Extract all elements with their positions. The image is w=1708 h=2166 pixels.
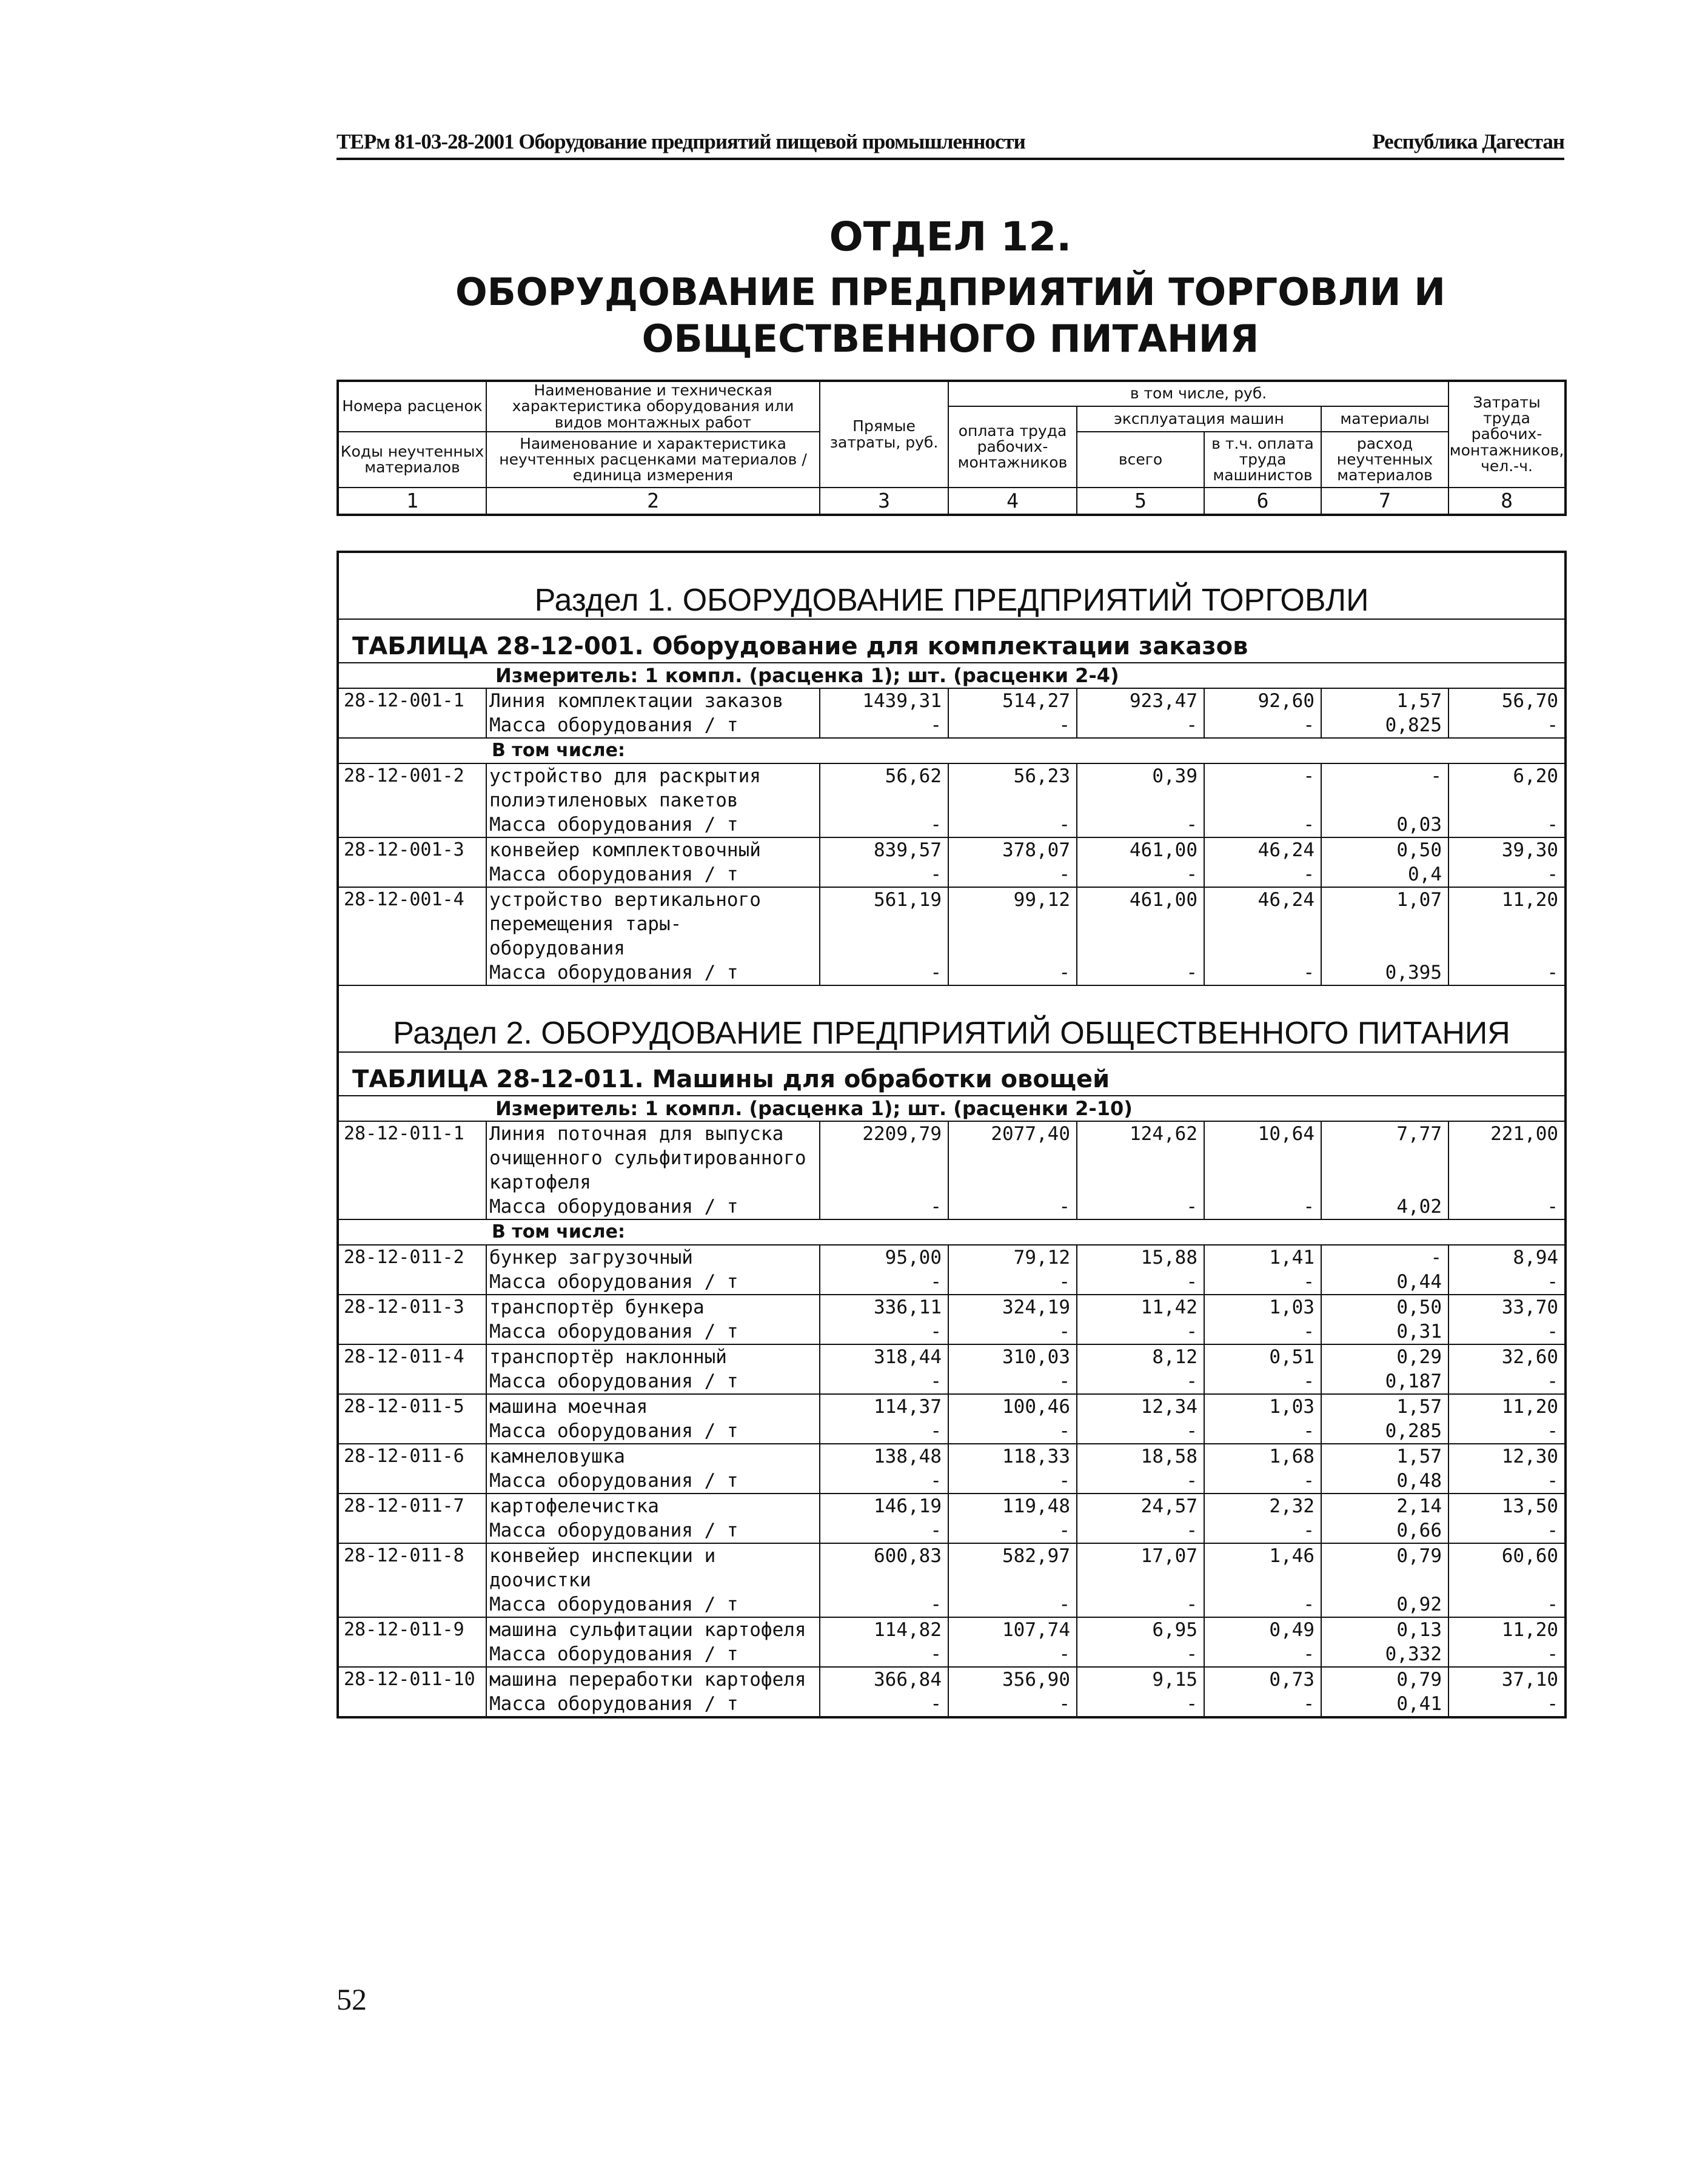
rate-code: 28-12-011-9 [338, 1617, 486, 1667]
rate-code: 28-12-011-7 [338, 1494, 486, 1543]
value-cell: 56,70 [1448, 688, 1566, 713]
mass-value-cell: - [1204, 1419, 1321, 1444]
rate-code: 28-12-011-6 [338, 1444, 486, 1494]
mass-value-cell: - [820, 1469, 948, 1494]
value-cell: 146,19 [820, 1494, 948, 1518]
mass-value-cell: - [948, 1642, 1077, 1667]
rate-code: 28-12-001-4 [338, 887, 486, 985]
col-header-worker-pay: оплата труда рабочих-монтажников [948, 406, 1077, 488]
value-cell: 15,88 [1077, 1245, 1204, 1270]
mass-value-cell: - [1077, 1518, 1204, 1543]
value-cell: 11,20 [1448, 887, 1566, 961]
rate-code: 28-12-001-2 [338, 763, 486, 837]
col-header-machines: эксплуатация машин [1077, 406, 1321, 432]
including-label: В том числе: [338, 738, 1566, 763]
col-header-rate-number: Номера расценок [338, 381, 486, 432]
mass-value-cell: - [1448, 862, 1566, 887]
including-label: В том числе: [338, 1219, 1566, 1245]
value-cell: 100,46 [948, 1394, 1077, 1419]
mass-value-cell: - [820, 1195, 948, 1219]
mass-value-cell: - [1204, 1518, 1321, 1543]
value-cell: 0,50 [1321, 1295, 1448, 1319]
mass-value-cell: - [1448, 1319, 1566, 1344]
mass-value-cell: - [820, 1692, 948, 1717]
mass-value-cell: - [948, 1195, 1077, 1219]
document-code: ТЕРм 81-03-28-2001 Оборудование предприятий пищевой промышленности [337, 130, 1025, 153]
equipment-name: картофелечистка [486, 1494, 820, 1518]
value-cell: 1,41 [1204, 1245, 1321, 1270]
value-cell: 1,57 [1321, 688, 1448, 713]
mass-value-cell: - [1448, 1195, 1566, 1219]
mass-value-cell: - [1204, 862, 1321, 887]
value-cell: 24,57 [1077, 1494, 1204, 1518]
mass-value-cell: - [1204, 1270, 1321, 1295]
rate-code: 28-12-001-1 [338, 688, 486, 738]
mass-value-cell: - [1077, 1195, 1204, 1219]
value-cell: 8,12 [1077, 1344, 1204, 1369]
column-number: 8 [1448, 488, 1566, 515]
mass-value-cell: 0,03 [1321, 813, 1448, 837]
value-cell: 7,77 [1321, 1121, 1448, 1195]
department-title-line-2: ОБЩЕСТВЕННОГО ПИТАНИЯ [641, 317, 1259, 361]
mass-value-cell: - [948, 1369, 1077, 1394]
mass-value-cell: - [1077, 1270, 1204, 1295]
rate-code: 28-12-001-3 [338, 837, 486, 887]
mass-value-cell: - [948, 1270, 1077, 1295]
measure-unit: Измеритель: 1 компл. (расценка 1); шт. (расценки 2-10) [338, 1096, 1566, 1121]
mass-value-cell: 0,4 [1321, 862, 1448, 887]
mass-value-cell: - [1077, 1319, 1204, 1344]
mass-value-cell: - [820, 1419, 948, 1444]
equipment-name: конвейер инспекции и доочистки [486, 1543, 820, 1592]
col-header-labor-hours: Затраты труда рабочих-монтажников, чел.-ч. [1448, 381, 1566, 488]
value-cell: 46,24 [1204, 837, 1321, 862]
mass-label: Масса оборудования / т [486, 1469, 820, 1494]
mass-value-cell: - [1077, 1592, 1204, 1617]
equipment-name: конвейер комплектовочный [486, 837, 820, 862]
value-cell: 60,60 [1448, 1543, 1566, 1592]
mass-value-cell: - [948, 1692, 1077, 1717]
mass-value-cell: - [820, 1642, 948, 1667]
mass-value-cell: - [820, 961, 948, 985]
value-cell: - [1321, 763, 1448, 813]
section-title: Раздел 1. ОБОРУДОВАНИЕ ПРЕДПРИЯТИЙ ТОРГОВЛИ [338, 552, 1566, 619]
value-cell: 10,64 [1204, 1121, 1321, 1195]
equipment-name: машина моечная [486, 1394, 820, 1419]
mass-value-cell: - [1204, 1195, 1321, 1219]
value-cell: 1,57 [1321, 1394, 1448, 1419]
mass-value-cell: - [948, 813, 1077, 837]
value-cell: 17,07 [1077, 1543, 1204, 1592]
mass-value-cell: - [1448, 1592, 1566, 1617]
mass-value-cell: - [948, 1469, 1077, 1494]
value-cell: - [1321, 1245, 1448, 1270]
value-cell: 0,73 [1204, 1667, 1321, 1692]
value-cell: 2209,79 [820, 1121, 948, 1195]
value-cell: 1,46 [1204, 1543, 1321, 1592]
mass-label: Масса оборудования / т [486, 1592, 820, 1617]
mass-value-cell: - [820, 813, 948, 837]
mass-label: Масса оборудования / т [486, 1518, 820, 1543]
mass-value-cell: - [820, 1319, 948, 1344]
column-number: 6 [1204, 488, 1321, 515]
mass-value-cell: - [948, 713, 1077, 738]
value-cell: 0,49 [1204, 1617, 1321, 1642]
value-cell: 0,79 [1321, 1543, 1448, 1592]
mass-value-cell: - [1077, 1469, 1204, 1494]
value-cell: 114,37 [820, 1394, 948, 1419]
mass-value-cell: - [1077, 1642, 1204, 1667]
mass-value-cell: - [1204, 813, 1321, 837]
value-cell: 99,12 [948, 887, 1077, 961]
department-title-line-1: ОБОРУДОВАНИЕ ПРЕДПРИЯТИЙ ТОРГОВЛИ И [455, 270, 1446, 314]
value-cell: 13,50 [1448, 1494, 1566, 1518]
mass-value-cell: 0,41 [1321, 1692, 1448, 1717]
mass-value-cell: - [1204, 1319, 1321, 1344]
value-cell: 366,84 [820, 1667, 948, 1692]
value-cell: 461,00 [1077, 887, 1204, 961]
value-cell: 124,62 [1077, 1121, 1204, 1195]
mass-value-cell: 0,825 [1321, 713, 1448, 738]
mass-value-cell: - [1077, 862, 1204, 887]
rates-table [337, 551, 1567, 1718]
value-cell: 6,20 [1448, 763, 1566, 813]
page-number: 52 [337, 1982, 367, 2016]
value-cell: 11,20 [1448, 1394, 1566, 1419]
rate-code: 28-12-011-5 [338, 1394, 486, 1444]
col-header-machines-total: всего [1077, 432, 1204, 488]
mass-value-cell: 0,44 [1321, 1270, 1448, 1295]
mass-value-cell: - [1204, 1369, 1321, 1394]
rate-code: 28-12-011-2 [338, 1245, 486, 1295]
col-header-name: Наименование и техническая характеристика оборудования или видов монтажных работ [486, 381, 820, 432]
column-number: 4 [948, 488, 1077, 515]
mass-label: Масса оборудования / т [486, 1369, 820, 1394]
mass-value-cell: - [820, 1518, 948, 1543]
mass-label: Масса оборудования / т [486, 813, 820, 837]
mass-value-cell: 0,187 [1321, 1369, 1448, 1394]
col-header-operator-pay: в т.ч. оплата труда машинистов [1204, 432, 1321, 488]
mass-value-cell: - [1448, 1692, 1566, 1717]
equipment-name: устройство для раскрытия полиэтиленовых пакетов [486, 763, 820, 813]
value-cell: 1,07 [1321, 887, 1448, 961]
value-cell: 18,58 [1077, 1444, 1204, 1469]
mass-value-cell: 0,92 [1321, 1592, 1448, 1617]
mass-value-cell: - [948, 1518, 1077, 1543]
mass-value-cell: - [1448, 1369, 1566, 1394]
column-number: 2 [486, 488, 820, 515]
mass-value-cell: 4,02 [1321, 1195, 1448, 1219]
mass-label: Масса оборудования / т [486, 1195, 820, 1219]
value-cell: 118,33 [948, 1444, 1077, 1469]
column-number: 3 [820, 488, 948, 515]
mass-value-cell: - [820, 1592, 948, 1617]
equipment-name: Линия поточная для выпуска очищенного сульфитированного картофеля [486, 1121, 820, 1195]
equipment-name: транспортёр наклонный [486, 1344, 820, 1369]
mass-value-cell: 0,66 [1321, 1518, 1448, 1543]
mass-label: Масса оборудования / т [486, 1692, 820, 1717]
value-cell: 8,94 [1448, 1245, 1566, 1270]
col-header-direct-costs: Прямые затраты, руб. [820, 381, 948, 488]
value-cell: 95,00 [820, 1245, 948, 1270]
mass-value-cell: 0,395 [1321, 961, 1448, 985]
mass-value-cell: - [1448, 813, 1566, 837]
value-cell: 39,30 [1448, 837, 1566, 862]
value-cell: 582,97 [948, 1543, 1077, 1592]
mass-label: Масса оборудования / т [486, 1419, 820, 1444]
mass-value-cell: 0,285 [1321, 1419, 1448, 1444]
value-cell: 1439,31 [820, 688, 948, 713]
value-cell: 378,07 [948, 837, 1077, 862]
value-cell: 0,51 [1204, 1344, 1321, 1369]
mass-label: Масса оборудования / т [486, 1319, 820, 1344]
value-cell: 92,60 [1204, 688, 1321, 713]
mass-value-cell: - [820, 1369, 948, 1394]
column-number: 7 [1321, 488, 1448, 515]
value-cell: 11,20 [1448, 1617, 1566, 1642]
value-cell: 12,30 [1448, 1444, 1566, 1469]
value-cell: 1,68 [1204, 1444, 1321, 1469]
mass-value-cell: - [820, 1270, 948, 1295]
value-cell: 0,50 [1321, 837, 1448, 862]
running-header [337, 126, 1564, 160]
value-cell: 1,03 [1204, 1295, 1321, 1319]
value-cell: 12,34 [1077, 1394, 1204, 1419]
value-cell: 0,39 [1077, 763, 1204, 813]
mass-value-cell: - [1204, 961, 1321, 985]
value-cell: 1,03 [1204, 1394, 1321, 1419]
mass-label: Масса оборудования / т [486, 1270, 820, 1295]
value-cell: 461,00 [1077, 837, 1204, 862]
equipment-name: камнеловушка [486, 1444, 820, 1469]
mass-value-cell: - [948, 1592, 1077, 1617]
value-cell: 600,83 [820, 1543, 948, 1592]
mass-value-cell: - [1077, 1369, 1204, 1394]
value-cell: 318,44 [820, 1344, 948, 1369]
mass-value-cell: - [1077, 813, 1204, 837]
value-cell: 0,79 [1321, 1667, 1448, 1692]
value-cell: 356,90 [948, 1667, 1077, 1692]
column-number: 1 [338, 488, 486, 515]
mass-value-cell: - [1448, 1419, 1566, 1444]
mass-value-cell: - [1204, 713, 1321, 738]
measure-unit: Измеритель: 1 компл. (расценка 1); шт. (расценки 2-4) [338, 663, 1566, 688]
mass-label: Масса оборудования / т [486, 961, 820, 985]
value-cell: 33,70 [1448, 1295, 1566, 1319]
value-cell: 6,95 [1077, 1617, 1204, 1642]
rate-code: 28-12-011-3 [338, 1295, 486, 1344]
equipment-name: транспортёр бункера [486, 1295, 820, 1319]
value-cell: 114,82 [820, 1617, 948, 1642]
mass-value-cell: 0,48 [1321, 1469, 1448, 1494]
col-header-materials: материалы [1321, 406, 1448, 432]
mass-value-cell: - [948, 961, 1077, 985]
mass-value-cell: - [1448, 1518, 1566, 1543]
mass-label: Масса оборудования / т [486, 713, 820, 738]
column-number: 5 [1077, 488, 1204, 515]
mass-value-cell: - [820, 713, 948, 738]
column-header-table [337, 380, 1567, 516]
value-cell: 138,48 [820, 1444, 948, 1469]
equipment-name: машина сульфитации картофеля [486, 1617, 820, 1642]
value-cell: 0,13 [1321, 1617, 1448, 1642]
mass-value-cell: - [1448, 713, 1566, 738]
mass-value-cell: - [1448, 1270, 1566, 1295]
mass-value-cell: 0,332 [1321, 1642, 1448, 1667]
value-cell: 2077,40 [948, 1121, 1077, 1195]
value-cell: 2,32 [1204, 1494, 1321, 1518]
equipment-name: Линия комплектации заказов [486, 688, 820, 713]
rate-code: 28-12-011-1 [338, 1121, 486, 1219]
value-cell: 324,19 [948, 1295, 1077, 1319]
table-title: ТАБЛИЦА 28-12-011. Машины для обработки овощей [338, 1052, 1566, 1096]
col-header-material-usage: расход неучтенных материалов [1321, 432, 1448, 488]
region-name: Республика Дагестан [1372, 130, 1564, 153]
mass-value-cell: - [820, 862, 948, 887]
col-header-group: в том числе, руб. [948, 381, 1448, 406]
value-cell: 310,03 [948, 1344, 1077, 1369]
value-cell: 0,29 [1321, 1344, 1448, 1369]
col-header-material-codes: Коды неучтенных материалов [338, 432, 486, 488]
mass-value-cell: - [1077, 961, 1204, 985]
rate-code: 28-12-011-4 [338, 1344, 486, 1394]
mass-value-cell: - [1448, 961, 1566, 985]
column-number-row [338, 488, 1566, 515]
value-cell: 79,12 [948, 1245, 1077, 1270]
mass-value-cell: - [1204, 1642, 1321, 1667]
mass-value-cell: - [1077, 1692, 1204, 1717]
value-cell: 1,57 [1321, 1444, 1448, 1469]
value-cell: 561,19 [820, 887, 948, 961]
mass-value-cell: - [948, 1319, 1077, 1344]
value-cell: 56,23 [948, 763, 1077, 813]
value-cell: 514,27 [948, 688, 1077, 713]
value-cell: 9,15 [1077, 1667, 1204, 1692]
equipment-name: устройство вертикального перемещения тары-оборудования [486, 887, 820, 961]
department-number: ОТДЕЛ 12. [829, 213, 1072, 260]
table-title: ТАБЛИЦА 28-12-001. Оборудование для комплектации заказов [338, 619, 1566, 663]
mass-label: Масса оборудования / т [486, 1642, 820, 1667]
value-cell: 37,10 [1448, 1667, 1566, 1692]
mass-value-cell: - [1077, 1419, 1204, 1444]
value-cell: 923,47 [1077, 688, 1204, 713]
value-cell: 2,14 [1321, 1494, 1448, 1518]
value-cell: 119,48 [948, 1494, 1077, 1518]
mass-label: Масса оборудования / т [486, 862, 820, 887]
mass-value-cell: - [1448, 1642, 1566, 1667]
value-cell: 221,00 [1448, 1121, 1566, 1195]
value-cell: 336,11 [820, 1295, 948, 1319]
mass-value-cell: - [1204, 1692, 1321, 1717]
equipment-name: бункер загрузочный [486, 1245, 820, 1270]
col-header-material-names: Наименование и характеристика неучтенных расценками материалов / единица измерения [486, 432, 820, 488]
mass-value-cell: - [1448, 1469, 1566, 1494]
value-cell: 56,62 [820, 763, 948, 813]
mass-value-cell: - [1204, 1592, 1321, 1617]
rate-code: 28-12-011-8 [338, 1543, 486, 1617]
value-cell: 107,74 [948, 1617, 1077, 1642]
section-title: Раздел 2. ОБОРУДОВАНИЕ ПРЕДПРИЯТИЙ ОБЩЕСТВЕННОГО ПИТАНИЯ [338, 985, 1566, 1052]
mass-value-cell: - [1204, 1469, 1321, 1494]
mass-value-cell: - [948, 862, 1077, 887]
mass-value-cell: - [1077, 713, 1204, 738]
mass-value-cell: - [948, 1419, 1077, 1444]
value-cell: 11,42 [1077, 1295, 1204, 1319]
value-cell: 46,24 [1204, 887, 1321, 961]
value-cell: 32,60 [1448, 1344, 1566, 1369]
value-cell: 839,57 [820, 837, 948, 862]
value-cell: - [1204, 763, 1321, 813]
equipment-name: машина переработки картофеля [486, 1667, 820, 1692]
rate-code: 28-12-011-10 [338, 1667, 486, 1717]
mass-value-cell: 0,31 [1321, 1319, 1448, 1344]
